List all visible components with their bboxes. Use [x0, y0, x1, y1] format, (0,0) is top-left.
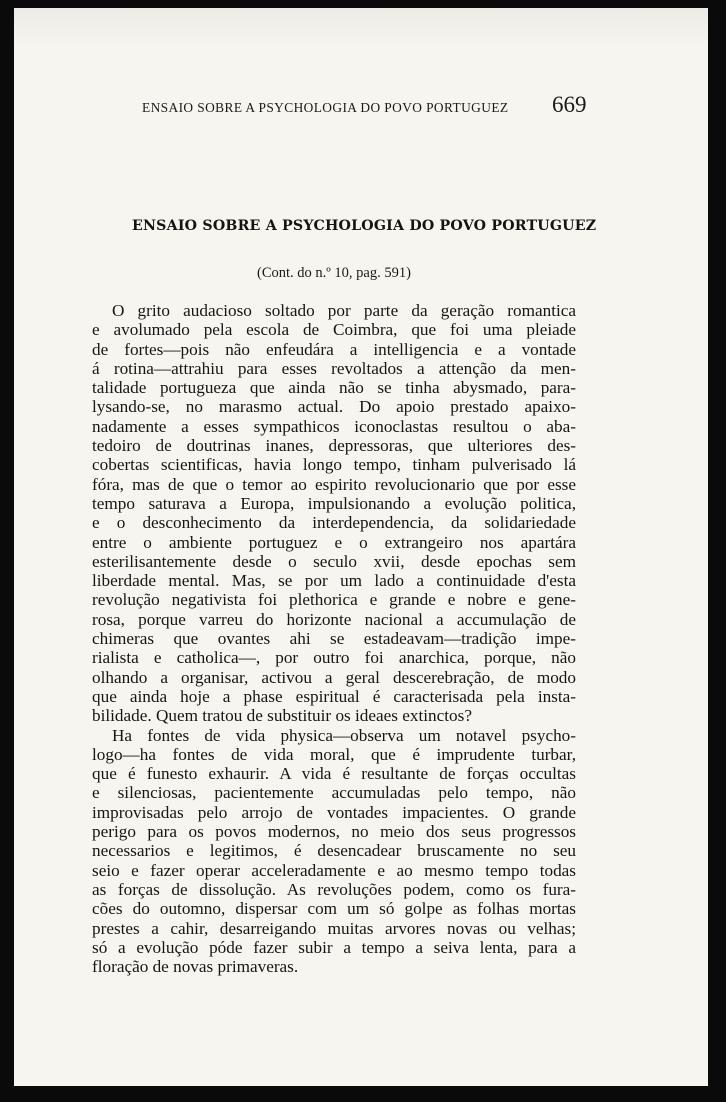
text-line: Ha fontes de vida physica—observa um notavel psycho-: [112, 725, 576, 745]
text-line: esterilisantemente desde o seculo xvii, desde epochas sem: [92, 551, 576, 571]
text-line: talidade portugueza que ainda não se tinha abysmado, para-: [92, 378, 576, 398]
text-line: rosa, porque varreu do horizonte nacional a accumulação de: [92, 609, 576, 629]
text-line: que é funesto exhaurir. A vida é resultante de forças occultas: [92, 764, 576, 784]
text-line: entre o ambiente portuguez e o extrangeiro nos apartára: [92, 532, 576, 552]
text-line: as forças de dissolução. As revoluções podem, como os fura-: [92, 879, 576, 899]
continuation-note: (Cont. do n.º 10, pag. 591): [257, 265, 411, 281]
text-line: revolução negativista foi plethorica e grande e nobre e gene-: [92, 590, 576, 610]
text-line: prestes a cahir, desarreigando muitas arvores novas ou velhas;: [92, 918, 576, 938]
text-line: e avolumado pela escola de Coimbra, que foi uma pleiade: [92, 320, 576, 340]
body-text: [92, 301, 576, 976]
text-line: e o desconhecimento da interdependencia, da solidariedade: [92, 513, 576, 533]
text-line: tempo saturava a Europa, impulsionando a evolução politica,: [92, 493, 576, 513]
text-line: cões do outomno, dispersar com um só golpe as folhas mortas: [92, 899, 576, 919]
book-page: [14, 8, 708, 1086]
text-line: lysando-se, no marasmo actual. Do apoio prestado apaixo-: [92, 397, 576, 417]
text-line: bilidade. Quem tratou de substituir os ideaes extinctos?: [92, 706, 472, 726]
text-line: perigo para os povos modernos, no meio dos seus progressos: [92, 822, 576, 842]
text-line: rialista e catholica—, por outro foi anarchica, porque, não: [92, 648, 576, 668]
article-title: ENSAIO SOBRE A PSYCHOLOGIA DO POVO PORTUGUEZ: [132, 218, 597, 234]
text-line: de fortes—pois não enfeudára a intelligencia e a vontade: [92, 339, 576, 359]
text-line: fóra, mas de que o temor ao espirito revolucionario que por esse: [92, 474, 576, 494]
text-line: O grito audacioso soltado por parte da geração romantica: [112, 301, 576, 320]
text-line: só a evolução póde fazer subir a tempo a seiva lenta, para a: [92, 937, 576, 957]
text-line: olhando a organisar, activou a geral descerebração, de modo: [92, 667, 576, 687]
text-line: e silenciosas, pacientemente accumuladas pelo tempo, não: [92, 783, 576, 803]
text-line: seio e fazer operar acceleradamente e ao mesmo tempo todas: [92, 860, 576, 880]
text-line: necessarios e legitimos, é desencadear bruscamente no seu: [92, 841, 576, 861]
text-line: nadamente a esses sympathicos iconoclastas resultou o aba-: [92, 416, 576, 436]
text-line: tedoiro de doutrinas inanes, depressoras, que ulteriores des-: [92, 436, 576, 456]
text-line: chimeras que ovantes ahi se estadeavam—tradição impe-: [92, 629, 576, 649]
text-line: improvisadas pelo arrojo de vontades impacientes. O grande: [92, 802, 576, 822]
text-line: cobertas scientificas, havia longo tempo, tinham pulverisado lá: [92, 455, 576, 475]
text-line: logo—ha fontes de vida moral, que é imprudente turbar,: [92, 744, 576, 764]
running-head: ENSAIO SOBRE A PSYCHOLOGIA DO POVO PORTUGUEZ: [142, 100, 509, 115]
text-line: que ainda hoje a phase espiritual é caracterisada pela insta-: [92, 686, 576, 706]
text-line: liberdade mental. Mas, se por um lado a continuidade d'esta: [92, 571, 576, 591]
text-line: floração de novas primaveras.: [92, 957, 299, 977]
text-line: á rotina—attrahiu para esses revoltados a attenção da men-: [92, 358, 576, 378]
page-number: 669: [552, 92, 587, 117]
